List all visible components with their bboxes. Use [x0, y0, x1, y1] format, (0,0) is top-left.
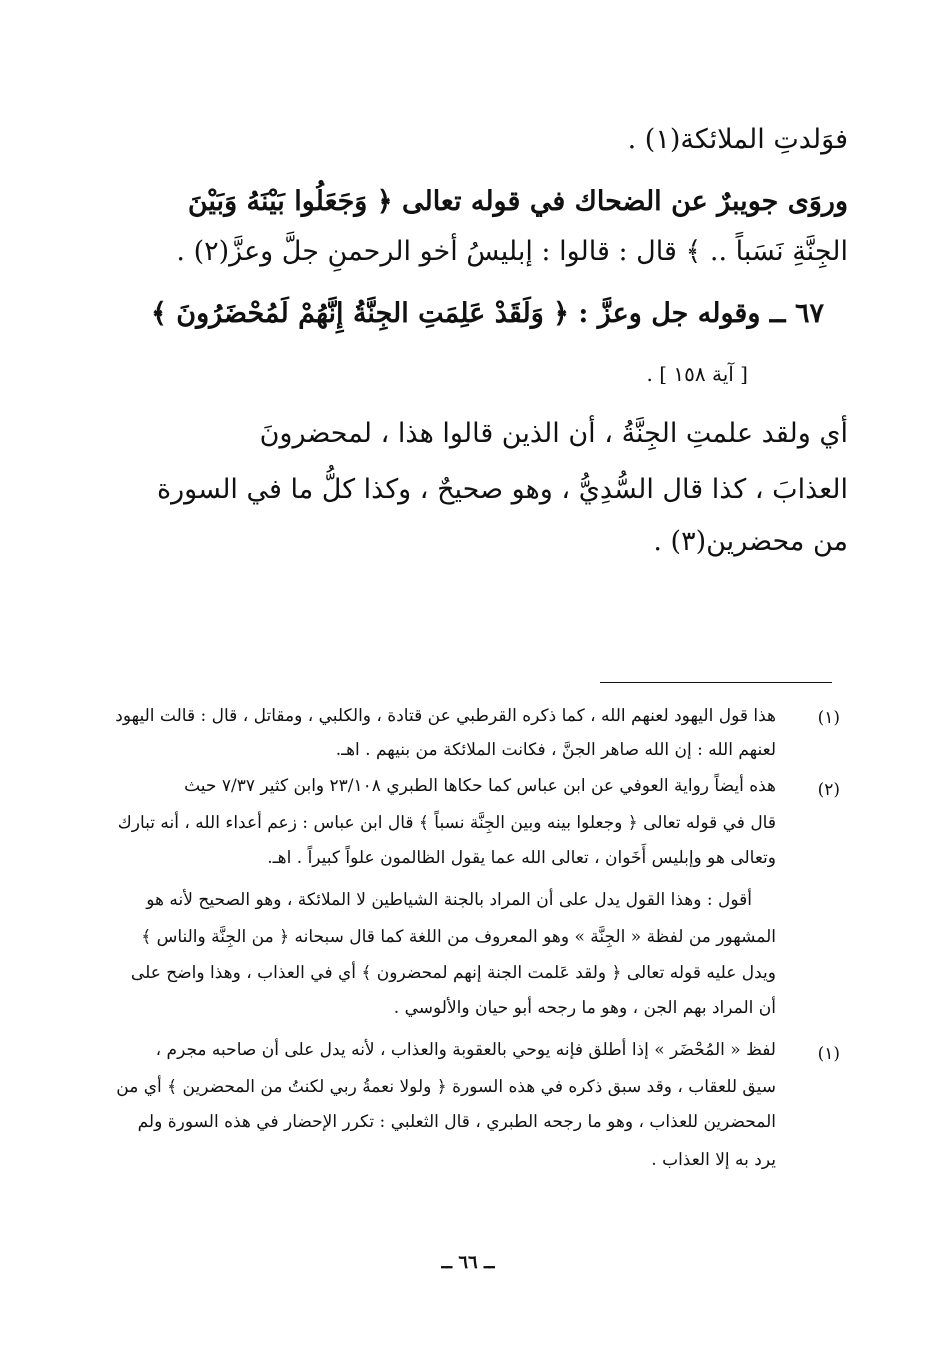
- footnote-line: المشهور من لفظة « الجِنَّة » وهو المعروف من اللغة كما قال سبحانه ﴿ من الجِنَّة والناس ﴾: [141, 927, 776, 947]
- footnote-separator: [600, 682, 832, 683]
- verse-heading: ٦٧ ــ وقوله جل وعزَّ : ﴿ وَلَقَدْ عَلِمَتِ الجِنَّةُ إِنَّهُمْ لَمُحْضَرُونَ ﴾: [151, 298, 824, 329]
- footnote-line: لعنهم الله : إن الله صاهر الجنَّ ، فكانت الملائكة من بنيهم . اهـ.: [335, 740, 776, 760]
- footnote-line: أن المراد بهم الجن ، وهو ما رجحه أبو حيان والألوسي .: [393, 998, 776, 1018]
- footnote-line: سيق للعقاب ، وقد سبق ذكره في هذه السورة ﴿ ولولا نعمةُ ربي لكنتُ من المحضرين ﴾ أي من: [116, 1077, 776, 1097]
- footnote-line: هذه أيضاً رواية العوفي عن ابن عباس كما حكاها الطبري ٢٣/١٠٨ وابن كثير ٧/٣٧ حيث: [184, 776, 776, 796]
- main-text-line-1: فوَلدتِ الملائكة(١) .: [627, 124, 848, 155]
- footnote-marker: (١): [817, 708, 840, 728]
- verse-reference: [ آية ١٥٨ ] .: [646, 362, 748, 386]
- main-text-line-3: الجِنَّةِ نَسَباً .. ﴾ قال : قالوا : إبليسُ أخو الرحمنِ جلَّ وعزَّ(٢) .: [176, 236, 848, 267]
- main-text-line-7: العذابَ ، كذا قال السُّدِيُّ ، وهو صحيحٌ ، وكذا كلُّ ما في السورة: [156, 474, 848, 505]
- footnote-marker: (١): [817, 1044, 840, 1064]
- footnote-line: ويدل عليه قوله تعالى ﴿ ولقد عَلمت الجنة إنهم لمحضرون ﴾ أي في العذاب ، وهذا واضح على: [130, 963, 776, 983]
- footnote-line: يرد به إلا العذاب .: [651, 1150, 776, 1170]
- footnote-line: أقول : وهذا القول يدل على أن المراد بالجنة الشياطين لا الملائكة ، وهو الصحيح لأنه هو: [146, 890, 752, 910]
- footnote-line: لفظ « المُحْضَر » إذا أطلق فإنه يوحي بالعقوبة والعذاب ، لأنه يدل على أن صاحبه مجرم ،: [155, 1040, 776, 1060]
- footnote-marker: (٢): [817, 780, 840, 800]
- footnote-line: المحضرين للعذاب ، وهو ما رجحه الطبري ، قال الثعلبي : تكرر الإحضار في هذه السورة ولم: [137, 1112, 776, 1132]
- footnote-line: قال في قوله تعالى ﴿ وجعلوا بينه وبين الجِنَّة نسباً ﴾ قال ابن عباس : زعم أعداء الله ، أنه تبارك: [117, 813, 776, 833]
- footnote-line: وتعالى هو وإبليس أَخَوان ، تعالى الله عما يقول الظالمون علواً كبيراً . اهـ.: [267, 848, 776, 868]
- main-text-line-2: وروَى جويبرٌ عن الضحاك في قوله تعالى ﴿ وَجَعَلُوا بَيْنَهُ وَبَيْنَ: [187, 186, 848, 217]
- main-text-line-6: أي ولقد علمتِ الجِنَّةُ ، أن الذين قالوا هذا ، لمحضرونَ: [259, 418, 848, 449]
- page-number: ــ ٦٦ ــ: [441, 1252, 495, 1273]
- main-text-line-8: من محضرين(٣) .: [653, 526, 848, 557]
- footnote-line: هذا قول اليهود لعنهم الله ، كما ذكره القرطبي عن قتادة ، والكلبي ، ومقاتل ، قال : قالت اليهود: [115, 706, 776, 726]
